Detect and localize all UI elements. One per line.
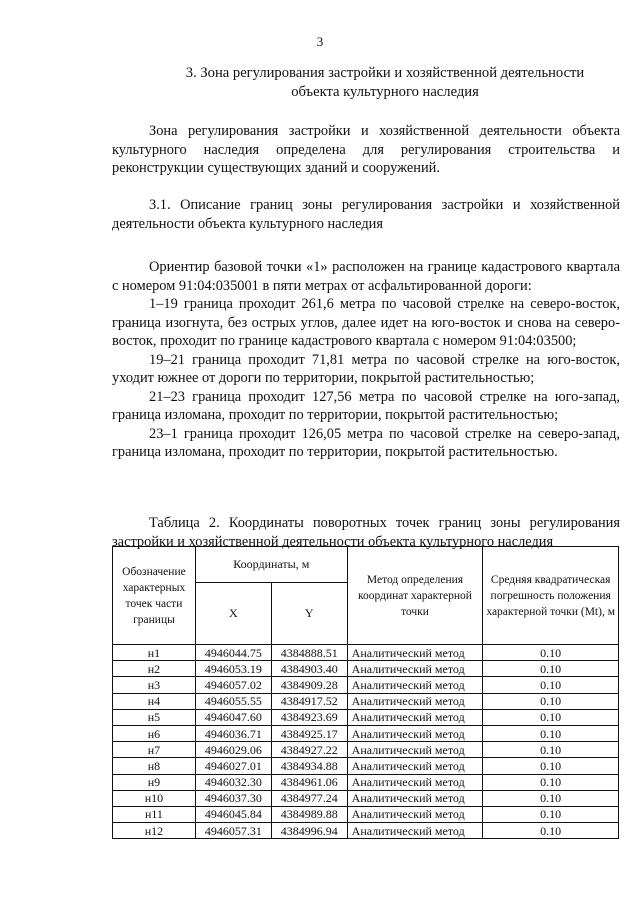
cell-y: 4384961.06 — [271, 774, 347, 790]
cell-point: н7 — [113, 742, 196, 758]
cell-method: Аналитический метод — [347, 742, 483, 758]
boundary-description — [112, 258, 620, 462]
cell-error: 0.10 — [483, 709, 619, 725]
cell-method: Аналитический метод — [347, 774, 483, 790]
section-title-line2: объекта культурного наследия — [291, 84, 479, 100]
cell-method: Аналитический метод — [347, 790, 483, 806]
table-row — [113, 742, 619, 758]
cell-method: Аналитический метод — [347, 645, 483, 661]
cell-x: 4946055.55 — [195, 693, 271, 709]
table-row — [113, 823, 619, 839]
cell-error: 0.10 — [483, 693, 619, 709]
table-row — [113, 758, 619, 774]
cell-point: н2 — [113, 661, 196, 677]
cell-y: 4384903.40 — [271, 661, 347, 677]
cell-x: 4946057.31 — [195, 823, 271, 839]
subsection-title-text: 3.1. Описание границ зоны регулирования застройки и хозяйственной деятельности объекта культурного наследия — [112, 197, 620, 232]
table-row — [113, 806, 619, 822]
header-method: Метод определения координат характерной точки — [347, 547, 483, 645]
cell-y: 4384925.17 — [271, 725, 347, 741]
description-paragraph: 19–21 граница проходит 71,81 метра по часовой стрелке на юго-восток, уходит южнее от дороги по территории, покрытой растительностью; — [112, 351, 620, 386]
cell-point: н4 — [113, 693, 196, 709]
table-row — [113, 709, 619, 725]
subsection-title — [112, 196, 620, 233]
table-row — [113, 790, 619, 806]
section-title — [150, 64, 620, 102]
cell-error: 0.10 — [483, 774, 619, 790]
cell-x: 4946029.06 — [195, 742, 271, 758]
cell-y: 4384888.51 — [271, 645, 347, 661]
cell-point: н10 — [113, 790, 196, 806]
cell-error: 0.10 — [483, 806, 619, 822]
header-designation: Обозначение характерных точек части границы — [113, 547, 196, 645]
cell-y: 4384996.94 — [271, 823, 347, 839]
cell-error: 0.10 — [483, 742, 619, 758]
cell-error: 0.10 — [483, 758, 619, 774]
description-paragraph: 21–23 граница проходит 127,56 метра по часовой стрелке на юго-запад, граница изломана, проходит по территории, покрытой растительностью; — [112, 388, 620, 423]
header-coordinates: Координаты, м — [195, 547, 347, 583]
table-caption-text: Таблица 2. Координаты поворотных точек границ зоны регулирования застройки и хозяйственной деятельности объекта культурного наследия — [112, 515, 620, 550]
cell-point: н8 — [113, 758, 196, 774]
cell-method: Аналитический метод — [347, 806, 483, 822]
cell-y: 4384917.52 — [271, 693, 347, 709]
cell-y: 4384909.28 — [271, 677, 347, 693]
intro-text: Зона регулирования застройки и хозяйственной деятельности объекта культурного наследия определена для регулирования строительства и реконструкции существующих зданий и сооружений. — [112, 123, 620, 176]
cell-y: 4384923.69 — [271, 709, 347, 725]
cell-method: Аналитический метод — [347, 661, 483, 677]
description-paragraph: 23–1 граница проходит 126,05 метра по часовой стрелке на северо-запад, граница изломана, проходит по территории, покрытой растительностью. — [112, 425, 620, 460]
description-paragraph: Ориентир базовой точки «1» расположен на границе кадастрового квартала с номером 91:04:035001 в пяти метрах от асфальтированной дороги: — [112, 259, 620, 294]
section-title-line1: 3. Зона регулирования застройки и хозяйственной деятельности — [185, 65, 585, 81]
cell-point: н12 — [113, 823, 196, 839]
cell-y: 4384977.24 — [271, 790, 347, 806]
header-x: X — [195, 583, 271, 645]
table-row — [113, 774, 619, 790]
cell-x: 4946036.71 — [195, 725, 271, 741]
cell-x: 4946047.60 — [195, 709, 271, 725]
cell-method: Аналитический метод — [347, 725, 483, 741]
cell-point: н9 — [113, 774, 196, 790]
cell-point: н6 — [113, 725, 196, 741]
page-number: 3 — [316, 34, 324, 49]
table-row — [113, 661, 619, 677]
cell-method: Аналитический метод — [347, 823, 483, 839]
description-paragraph: 1–19 граница проходит 261,6 метра по часовой стрелке на северо-восток, граница изогнута, без острых углов, далее идет на юго-восток и снова на северо-восток, проходит по границе кадастрового квартала с номером 91:04:03500; — [112, 296, 620, 349]
cell-x: 4946045.84 — [195, 806, 271, 822]
cell-point: н5 — [113, 709, 196, 725]
cell-x: 4946053.19 — [195, 661, 271, 677]
cell-x: 4946037.30 — [195, 790, 271, 806]
cell-y: 4384927.22 — [271, 742, 347, 758]
cell-method: Аналитический метод — [347, 693, 483, 709]
intro-paragraph — [112, 122, 620, 178]
coordinates-table — [112, 546, 619, 839]
cell-error: 0.10 — [483, 823, 619, 839]
cell-error: 0.10 — [483, 661, 619, 677]
cell-method: Аналитический метод — [347, 677, 483, 693]
cell-y: 4384989.88 — [271, 806, 347, 822]
cell-method: Аналитический метод — [347, 709, 483, 725]
cell-method: Аналитический метод — [347, 758, 483, 774]
table-row — [113, 725, 619, 741]
table-row — [113, 693, 619, 709]
header-y: Y — [271, 583, 347, 645]
cell-x: 4946032.30 — [195, 774, 271, 790]
cell-point: н1 — [113, 645, 196, 661]
cell-error: 0.10 — [483, 725, 619, 741]
cell-x: 4946057.02 — [195, 677, 271, 693]
cell-error: 0.10 — [483, 677, 619, 693]
cell-error: 0.10 — [483, 790, 619, 806]
cell-x: 4946027.01 — [195, 758, 271, 774]
header-error: Средняя квадратическая погрешность положения характерной точки (Mt), м — [483, 547, 619, 645]
cell-x: 4946044.75 — [195, 645, 271, 661]
table-row — [113, 645, 619, 661]
table-row — [113, 677, 619, 693]
cell-point: н3 — [113, 677, 196, 693]
cell-point: н11 — [113, 806, 196, 822]
cell-y: 4384934.88 — [271, 758, 347, 774]
cell-error: 0.10 — [483, 645, 619, 661]
